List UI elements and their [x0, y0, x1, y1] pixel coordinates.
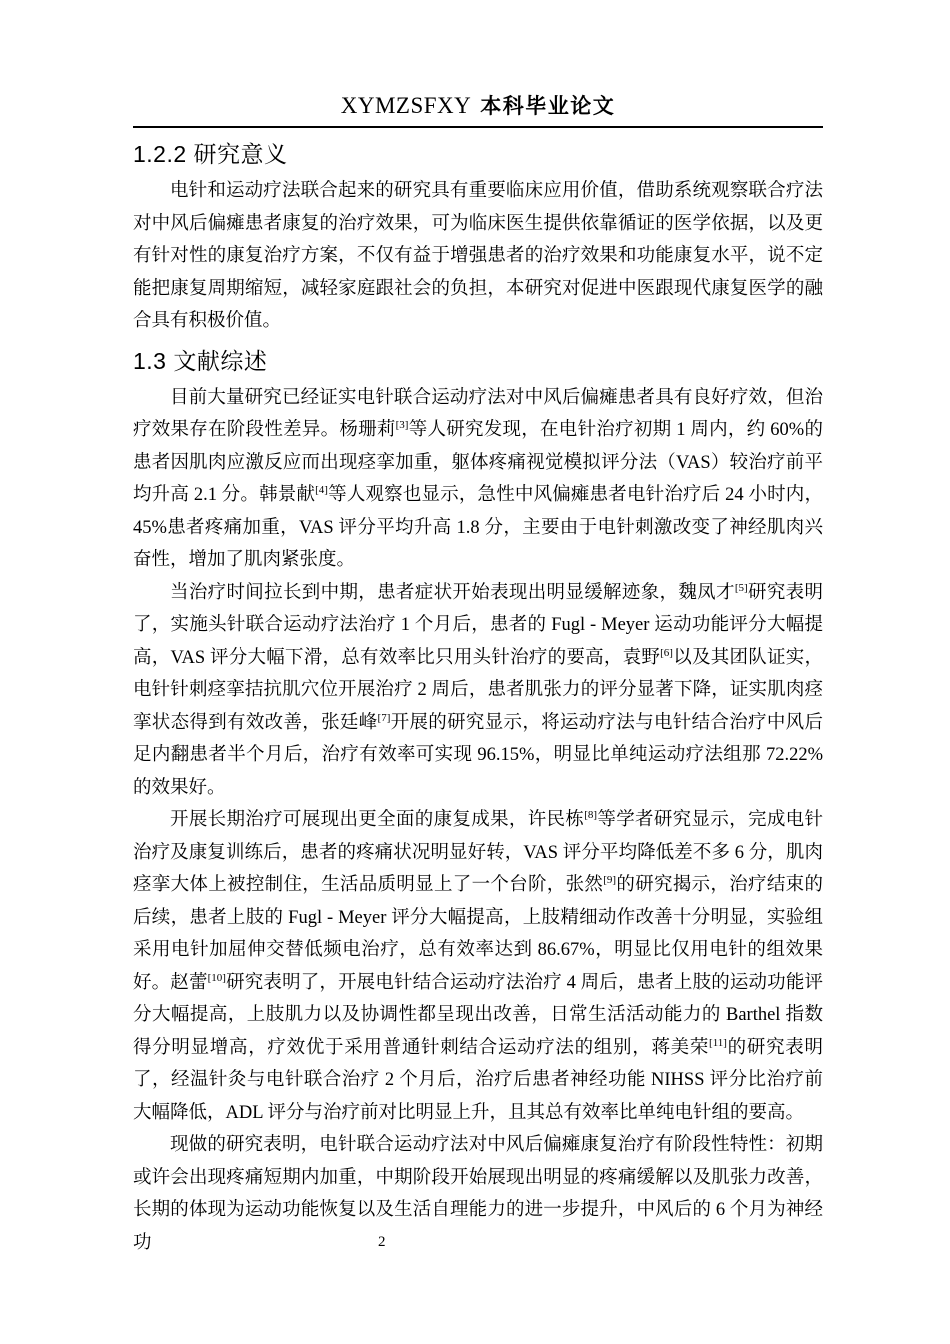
paragraph-summary: 现做的研究表明，电针联合运动疗法对中风后偏瘫康复治疗有阶段性特性：初期或许会出现疼痛短期内加重，中期阶段开始展现出明显的疼痛缓解以及肌张力改善，长期的体现为运动功能恢复以及生活自理能力的进一步提升，中风后的 6 个月为神经功	[133, 1135, 823, 1253]
paragraph-mid-stage: 当治疗时间拉长到中期，患者症状开始表现出明显缓解迹象，魏凤才[5]研究表明了，实施头针联合运动疗法治疗 1 个月后，患者的 Fugl - Meyer 运动功能评分大幅提高，VAS 评分大幅下滑，总有效率比只用头针治疗的要高，袁野[6]以及其团队证实，电针针刺痉挛拮抗肌穴位开展治疗 2 周后，患者肌张力的评分显著下降，证实肌肉痉挛状态得到有效改善，张廷峰[7]开展的研究显示，将运动疗法与电针结合治疗中风后足内翻患者半个月后，治疗有效率可实现 96.15%，明显比单纯运动疗法组那 72.22%的效果好。	[133, 581, 823, 798]
page-header	[133, 0, 823, 128]
section-heading-1-2-2: 1.2.2 研究意义	[133, 141, 288, 167]
page-content	[133, 0, 823, 1259]
page-number: 2	[378, 1234, 386, 1250]
paragraph-long-term: 开展长期治疗可展现出更全面的康复成果，许民栋[8]等学者研究显示，完成电针治疗及康复训练后，患者的疼痛状况明显好转，VAS 评分平均降低差不多 6 分，肌肉痉挛大体上被控制住，生活品质明显上了一个台阶，张然[9]的研究揭示，治疗结束的后续，患者上肢的 Fugl - Meyer 评分大幅提高，上肢精细动作改善十分明显，实验组采用电针加屈伸交替低频电治疗，总有效率达到 86.67%，明显比仅用电针的组效果好。赵蕾[10]研究表明了，开展电针结合运动疗法治疗 4 周后，患者上肢的运动功能评分大幅提高，上肢肌力以及协调性都呈现出改善，日常生活活动能力的 Barthel 指数得分明显增高，疗效优于采用普通针刺结合运动疗法的组别，蒋美荣[11]的研究表明了，经温针灸与电针联合治疗 2 个月后，治疗后患者神经功能 NIHSS 评分比治疗前大幅降低，ADL 评分与治疗前对比明显上升，且其总有效率比单纯电针组的要高。	[133, 808, 823, 1123]
section-heading-1-3: 1.3 文献综述	[133, 347, 268, 374]
header-code: XYMZSFXY	[340, 93, 472, 118]
header-title: 本科毕业论文	[480, 94, 616, 118]
paragraph-significance: 电针和运动疗法联合起来的研究具有重要临床应用价值，借助系统观察联合疗法对中风后偏瘫患者康复的治疗效果，可为临床医生提供依靠循证的医学依据，以及更有针对性的康复治疗方案，不仅有益于增强患者的治疗效果和功能康复水平，说不定能把康复周期缩短，减轻家庭跟社会的负担，本研究对促进中医跟现代康复医学的融合具有积极价值。	[133, 181, 823, 331]
paragraph-early-stage: 目前大量研究已经证实电针联合运动疗法对中风后偏瘫患者具有良好疗效，但治疗效果存在阶段性差异。杨珊莉[3]等人研究发现，在电针治疗初期 1 周内，约 60%的患者因肌肉应激反应而出现痉挛加重，躯体疼痛视觉模拟评分法（VAS）较治疗前平均升高 2.1 分。韩景献[4]等人观察也显示，急性中风偏瘫患者电针治疗后 24 小时内，45%患者疼痛加重，VAS 评分平均升高 1.8 分，主要由于电针刺激改变了神经肌肉兴奋性，增加了肌肉紧张度。	[133, 387, 823, 570]
